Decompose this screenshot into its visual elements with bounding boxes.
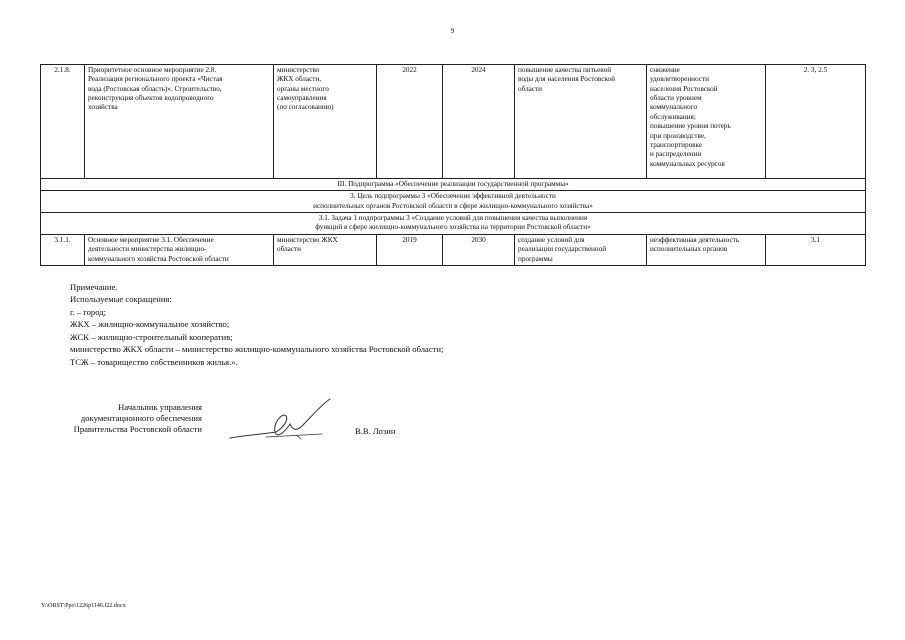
text-line: хозяйства <box>88 103 118 112</box>
text-line: программы <box>518 254 553 263</box>
goal-3-row <box>41 191 866 213</box>
text-line: министерство ЖКХ <box>277 235 338 244</box>
notes-title: Примечание. <box>70 282 118 292</box>
text-line: коммунальных ресурсов <box>650 159 725 168</box>
executor-cell <box>274 234 377 265</box>
text-line: деятельности министерства жилищно- <box>88 245 207 254</box>
text-line: неэффективная деятельность <box>650 235 740 244</box>
abbreviation-item: ТСЖ – товарищество собственников жилья.». <box>70 356 238 367</box>
table-row-3-1-1 <box>41 234 866 265</box>
indicators-cell: 2. 3, 2.5 <box>766 65 866 179</box>
text-line: обслуживания; <box>650 112 696 121</box>
executor-cell <box>274 65 377 179</box>
result-cell <box>515 65 647 179</box>
consequences-cell <box>647 65 766 179</box>
text-line: самоуправления <box>277 94 327 103</box>
goal-3-title <box>41 191 866 213</box>
text-line: области <box>277 245 302 254</box>
text-line: вода (Ростовская область)». Строительство, <box>88 84 222 93</box>
text-line: повышение уровня потерь <box>650 122 731 131</box>
text-line: транспортировке <box>650 140 703 149</box>
consequences-cell <box>647 234 766 265</box>
text-line: 3. Цель подпрограммы 3 «Обеспечение эффективной деятельности <box>350 192 556 201</box>
abbreviation-item: ЖКХ – жилищно-коммунальное хозяйство; <box>70 319 230 330</box>
activity-cell <box>85 234 274 265</box>
text-line: Реализация регионального проекта «Чистая <box>88 75 223 84</box>
signer-title-line: документационного обеспечения <box>80 413 202 424</box>
file-path: Y:\ORST\Ppo\1226p1146.f22.docx <box>41 603 126 609</box>
start-year-cell: 2019 <box>377 234 443 265</box>
abbreviation-item: г. – город; <box>70 306 107 317</box>
start-year-cell: 2022 <box>377 65 443 179</box>
result-cell <box>515 234 647 265</box>
text-line: функций в сфере жилищно-коммунального хозяйства на территории Ростовской области» <box>315 223 591 232</box>
text-line: создание условий для <box>518 235 585 244</box>
text-line: органы местного <box>277 84 329 93</box>
text-line: населения Ростовской <box>650 84 718 93</box>
task-3-1-row <box>41 213 866 235</box>
signature-block <box>40 402 202 436</box>
row-number: 3.1.1. <box>41 234 85 265</box>
text-line: коммунального <box>650 103 698 112</box>
program-table <box>40 64 866 266</box>
subprogram-3-row <box>41 179 866 191</box>
text-line: и распределении <box>650 150 702 159</box>
text-line: области уровнем <box>650 94 702 103</box>
table-row-2-1-8 <box>41 65 866 179</box>
text-line: Приоритетное основное мероприятие 2.8. <box>88 66 217 74</box>
text-line: области <box>518 84 543 93</box>
text-line: реализации государственной <box>518 245 607 254</box>
text-line: реконструкция объектов водопроводного <box>88 94 214 103</box>
text-line: ЖКХ области, <box>277 75 322 84</box>
end-year-cell: 2030 <box>443 234 515 265</box>
row-number: 2.1.8. <box>41 65 85 179</box>
handwritten-signature <box>226 396 336 446</box>
text-line: снижение <box>650 66 680 74</box>
text-line: Основное мероприятие 3.1. Обеспечение <box>88 235 214 244</box>
abbreviation-item: ЖСК – жилищно-строительный кооператив; <box>70 331 233 342</box>
text-line: повышение качества питьевой <box>518 66 612 74</box>
text-line: исполнительных органов Ростовской области в сфере жилищно-коммунального хозяйства» <box>313 201 593 210</box>
task-3-1-title <box>41 213 866 235</box>
abbreviation-item: министерство ЖКХ области – министерство жилищно-коммунального хозяйства Ростовской области; <box>70 344 444 355</box>
signer-title-line: Начальник управления <box>118 402 202 412</box>
activity-cell <box>85 65 274 179</box>
notes-block <box>70 281 443 368</box>
signer-title <box>40 402 202 436</box>
text-line: министерство <box>277 66 320 74</box>
end-year-cell: 2024 <box>443 65 515 179</box>
text-line: при производстве, <box>650 131 706 140</box>
text-line: (по согласованию) <box>277 103 334 112</box>
indicators-cell: 3.1 <box>766 234 866 265</box>
text-line: коммунального хозяйства Ростовской области <box>88 254 229 263</box>
signer-title-line: Правительства Ростовской области <box>73 424 202 435</box>
text-line: 3.1. Задача 1 подпрограммы 3 «Создание условий для повышения качества выполнения <box>318 214 588 223</box>
text-line: исполнительных органов <box>650 245 728 254</box>
text-line: удовлетворенности <box>650 75 709 84</box>
signer-name: В.В. Лозин <box>355 426 396 436</box>
abbreviations-header: Используемые сокращения: <box>70 294 172 305</box>
text-line: воды для населения Ростовской <box>518 75 615 84</box>
page-number: 9 <box>450 27 455 35</box>
subprogram-3-title: III. Подпрограмма «Обеспечение реализации государственной программы» <box>41 179 866 191</box>
